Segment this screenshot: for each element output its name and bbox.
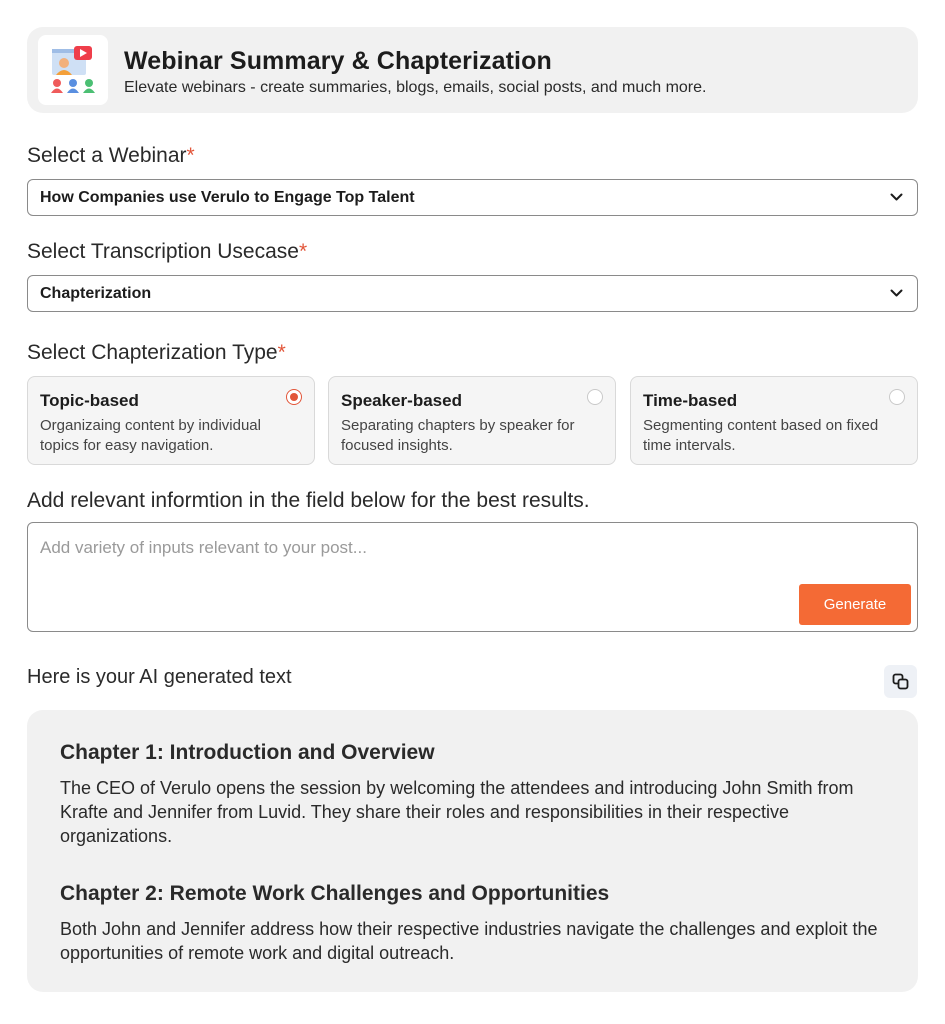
option-title: Speaker-based: [341, 391, 462, 410]
input-instructions-label: Add relevant informtion in the field below for the best results.: [27, 489, 590, 512]
output-heading: Here is your AI generated text: [27, 666, 292, 688]
chapter-type-option-topic[interactable]: [27, 376, 315, 465]
usecase-select-label-text: Select Transcription Usecase: [27, 240, 299, 263]
chapter-type-label-text: Select Chapterization Type: [27, 341, 278, 364]
required-mark: *: [186, 144, 195, 167]
copy-icon: [892, 673, 909, 690]
usecase-select-label: [27, 240, 307, 264]
webinar-select-label: [27, 144, 195, 168]
relevant-info-textarea[interactable]: [28, 523, 917, 631]
option-radio[interactable]: [889, 389, 905, 405]
option-description: Segmenting content based on fixed time intervals.: [643, 417, 879, 454]
page-title: Webinar Summary & Chapterization: [124, 47, 552, 75]
chevron-down-icon: [890, 193, 903, 202]
usecase-select-value: Chapterization: [40, 285, 152, 302]
generated-output: [27, 710, 918, 992]
chevron-down-icon: [890, 289, 903, 298]
webinar-select-label-text: Select a Webinar: [27, 144, 187, 167]
option-radio[interactable]: [587, 389, 603, 405]
option-description: Separating chapters by speaker for focused insights.: [341, 417, 575, 454]
chapter-type-option-speaker[interactable]: [328, 376, 616, 465]
chapter-title: Chapter 2: Remote Work Challenges and Opportunities: [60, 882, 610, 905]
chapter-type-option-time[interactable]: [630, 376, 918, 465]
chapter-title: Chapter 1: Introduction and Overview: [60, 741, 435, 764]
webinar-select[interactable]: [27, 179, 918, 216]
copy-button[interactable]: [884, 665, 917, 698]
app-header: [27, 27, 918, 113]
webinar-select-value: How Companies use Verulo to Engage Top Talent: [40, 189, 415, 206]
chapter-type-label: [27, 341, 286, 365]
option-title: Topic-based: [40, 391, 139, 410]
generate-button[interactable]: Generate: [799, 584, 911, 625]
required-mark: *: [298, 240, 308, 263]
option-description: Organizaing content by individual topics for easy navigation.: [40, 417, 261, 454]
required-mark: *: [277, 341, 286, 364]
usecase-select[interactable]: [27, 275, 918, 312]
webinar-presenter-icon: [38, 35, 108, 105]
option-title: Time-based: [643, 391, 738, 410]
chapter-body: Both John and Jennifer address how their respective industries navigate the challenges and exploit the opportunities of remote work and digital outreach.: [60, 919, 878, 963]
chapter-body: The CEO of Verulo opens the session by welcoming the attendees and introducing John Smith from Krafte and Jennifer from Luvid. They share their roles and responsibilities in their respective organizations.: [60, 778, 854, 846]
page-subtitle: Elevate webinars - create summaries, blogs, emails, social posts, and much more.: [124, 79, 707, 96]
input-box: [27, 522, 918, 632]
option-radio[interactable]: [286, 389, 302, 405]
